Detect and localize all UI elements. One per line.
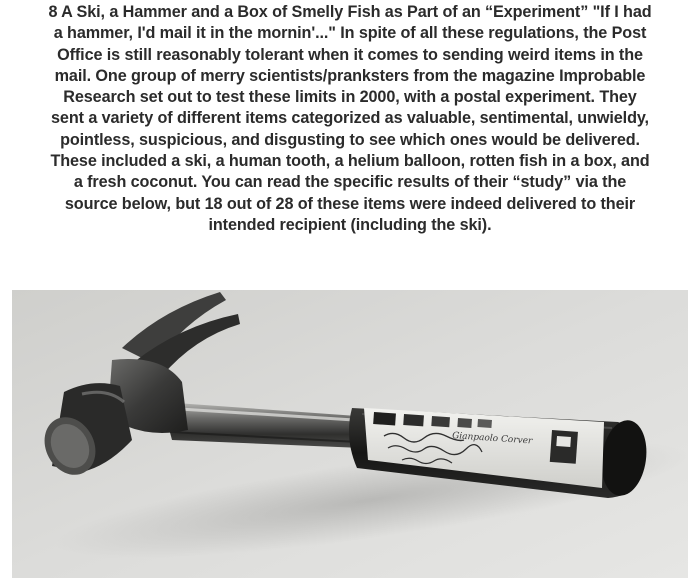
caption-line: These included a ski, a human tooth, a helium balloon, rotten fish in a box, and: [50, 152, 650, 171]
caption-line: pointless, suspicious, and disgusting to see which ones would be delivered.: [60, 130, 640, 149]
caption-line: Research set out to test these limits in 2000, with a postal experiment. They: [63, 88, 637, 107]
caption-line: a hammer, I'd mail it in the mornin'..." In spite of all these regulations, the Post: [53, 24, 647, 43]
caption-line: 8 A Ski, a Hammer and a Box of Smelly Fish as Part of an “Experiment” "If I had: [48, 3, 652, 21]
caption-line: sent a variety of different items categorized as valuable, sentimental, unwieldy,: [51, 109, 649, 128]
handwritten-label-text: Gianpaolo Corver: [451, 431, 533, 447]
caption-line: intended recipient (including the ski).: [208, 215, 492, 234]
hammer-illustration: [12, 290, 688, 578]
caption-line: Office is still reasonably tolerant when it comes to sending weird items in the: [57, 45, 643, 64]
caption-line: mail. One group of merry scientists/pranksters from the magazine Improbable: [54, 66, 646, 85]
caption-line: a fresh coconut. You can read the specific results of their “study” via the: [73, 173, 627, 192]
article-caption: [12, 2, 688, 236]
hammer-photo: [12, 290, 688, 578]
caption-line: source below, but 18 out of 28 of these items were indeed delivered to their: [64, 194, 636, 213]
